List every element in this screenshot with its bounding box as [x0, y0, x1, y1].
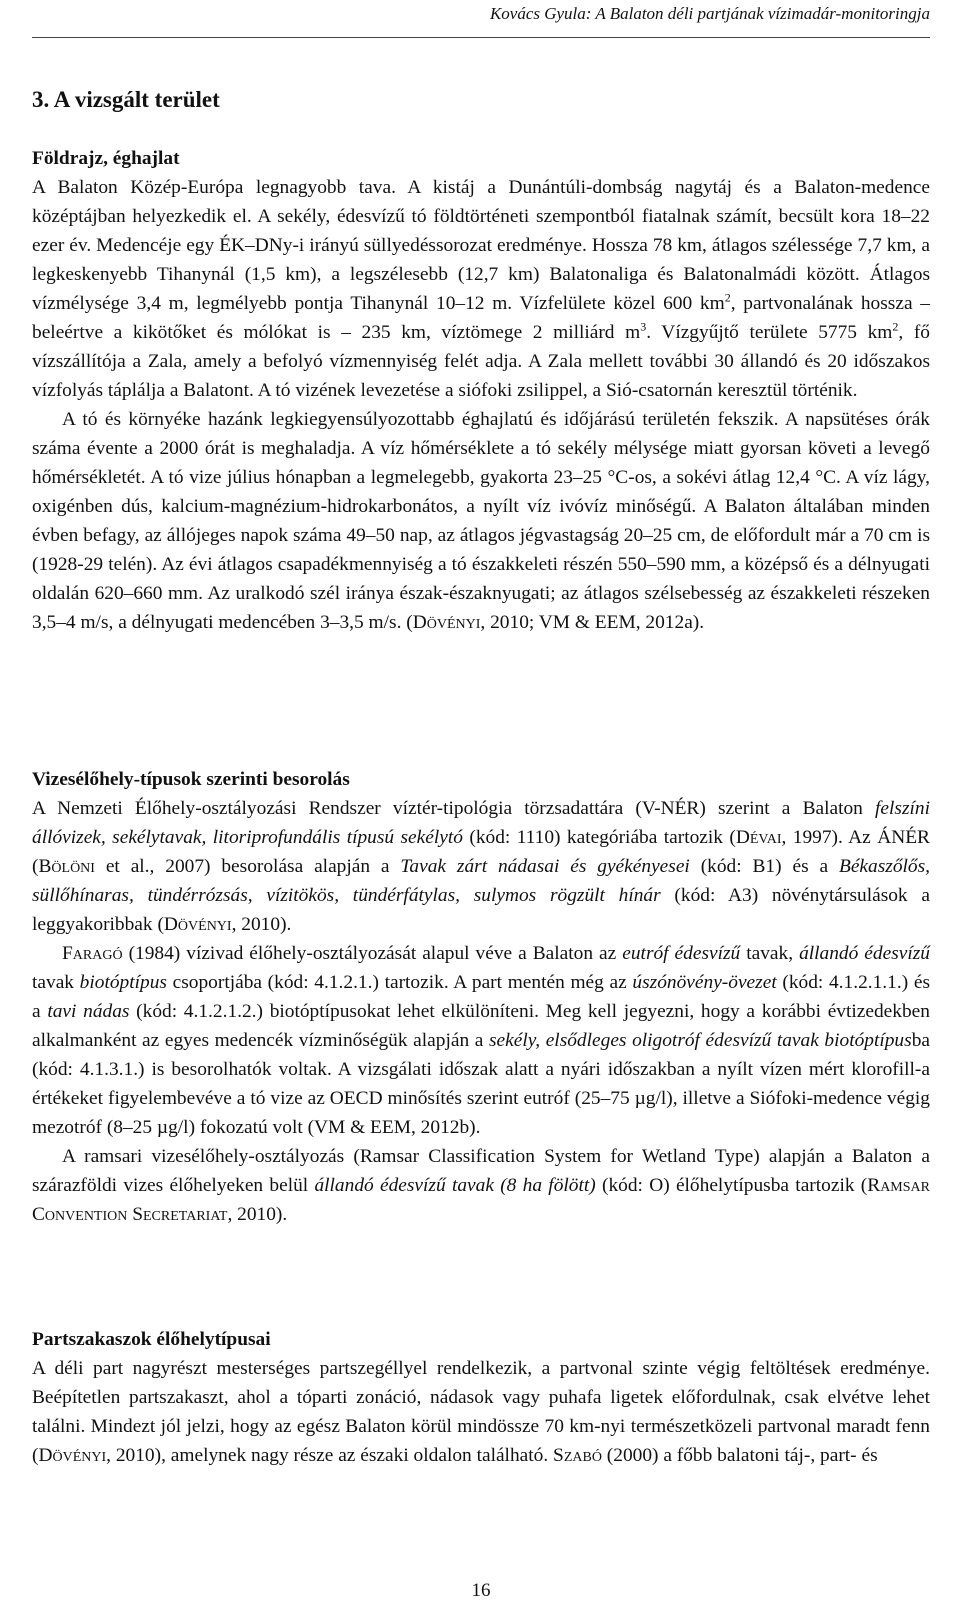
section-wetland-classification	[32, 765, 930, 1229]
paragraph: A déli part nagyrészt mesterséges partszegéllyel rendelkezik, a partvonal szinte végig feltöltések eredménye. Beépítetlen partszakaszt, ahol a tóparti zonáció, nádasok vagy puhafa ligetek előfordulnak, csak elvétve lehet találni. Mindezt jól jelzi, hogy az egész Balaton körül mindössze 70 km-nyi természetközeli partvonal maradt fenn (Dövényi, 2010), amelynek nagy része az északi oldalon található. Szabó (2000) a főbb balatoni táj-, part- és	[32, 1358, 930, 1466]
section-geography-climate	[32, 144, 930, 637]
section-heading: Vizesélőhely-típusok szerinti besorolás	[32, 769, 350, 790]
paragraph: A Balaton Közép-Európa legnagyobb tava. A kistáj a Dunántúli-dombság nagytáj és a Balaton-medence középtájban helyezkedik el. A sekély, édesvízű tó földtörténeti szempontból fiatalnak számít, becsült kora 18–22 ezer év. Medencéje egy ÉK–DNy-i irányú süllyedéssorozat eredménye. Hossza 78 km, átlagos szélessége 7,7 km, a legkeskenyebb Tihanynál (1,5 km), a legszélesebb (12,7 km) Balatonaliga és Balatonalmádi között. Átlagos vízmélysége 3,4 m, legmélyebb pontja Tihanynál 10–12 m. Vízfelülete közel 600 $km^2$, partvonalának hossza – beleértve a kikötőket és mólókat is – 235 km, víztömege 2 milliárd $m^3$. Vízgyűjtő területe 5775 $km^2$, fő vízszállítója a Zala, amely a befolyó vízmennyiség felét adja. A Zala mellett további 30 állandó és 20 időszakos vízfolyás táplálja a Balatont. A tó vizének levezetése a siófoki zsilippel, a Sió-csatornán keresztül történik.	[32, 177, 931, 401]
paragraph: A Nemzeti Élőhely-osztályozási Rendszer víztér-tipológia törzsadattára (V-NÉR) szerint a Balaton felszíni állóvizek, sekélytavak, litoriprofundális típusú sekélytó (kód: 1110) kategóriába tartozik (Dévai, 1997). Az ÁNÉR (Bölöni et al., 2007) besorolása alapján a Tavak zárt nádasai és gyékényesei (kód: B1) és a Békaszőlős, süllőhínaras, tündérrózsás, vízitökös, tündérfátylas, sulymos rögzült hínár (kód: A3) növénytársulások a leggyakoribbak (Dövényi, 2010).	[32, 798, 930, 935]
section-heading: Partszakaszok élőhelytípusai	[32, 1329, 271, 1350]
section-shoreline-habitats	[32, 1325, 930, 1470]
section-heading: Földrajz, éghajlat	[32, 148, 180, 169]
paragraph: Faragó (1984) vízivad élőhely-osztályozását alapul véve a Balaton az eutróf édesvízű tavak, állandó édesvízű tavak biotóptípus csoportjába (kód: 4.1.2.1.) tartozik. A part mentén még az úszónövény-övezet (kód: 4.1.2.1.1.) és a tavi nádas (kód: 4.1.2.1.2.) biotóptípusokat lehet elkülöníteni. Meg kell jegyezni, hogy a korábbi évtizedekben alkalmanként az egyes medencék vízminőségük alapján a sekély, elsődleges oligotróf édesvízű tavak biotóptípusba (kód: 4.1.3.1.) is besorolhatók voltak. A vizsgálati időszak alatt a nyári időszakban a nyílt vízen mért klorofill-a értékeket figyelembevéve a tó vize az OECD minősítés szerint eutróf (25–75 µg/l), illetve a Siófoki-medence végig mezotróf (8–25 µg/l) fokozatú volt (VM & EEM, 2012b).	[32, 943, 930, 1138]
running-header: Kovács Gyula: A Balaton déli partjának vízimadár-monitoringja	[489, 4, 930, 23]
page-number: 16	[471, 1580, 491, 1601]
chapter-title: 3. A vizsgált terület	[32, 87, 220, 112]
document-page	[32, 0, 930, 1613]
paragraph: A ramsari vizesélőhely-osztályozás (Ramsar Classification System for Wetland Type) alapján a Balaton a szárazföldi vizes élőhelyeken belül állandó édesvízű tavak (8 ha fölött) (kód: O) élőhelytípusba tartozik (Ramsar Convention Secretariat, 2010).	[32, 1146, 930, 1225]
header-rule	[32, 37, 930, 38]
paragraph: A tó és környéke hazánk legkiegyensúlyozottabb éghajlatú és időjárású területén fekszik. A napsütéses órák száma évente a 2000 órát is meghaladja. A víz hőmérséklete a tó sekély mélysége miatt gyorsan követi a levegő hőmérsékletét. A tó vize július hónapban a legmelegebb, gyakorta 23–25 °C-os, a sokévi átlag 12,4 °C. A víz lágy, oxigénben dús, kalcium-magnézium-hidrokarbonátos, a nyílt víz ivóvíz minőségű. A Balaton általában minden évben befagy, az állójeges napok száma 49–50 nap, az átlagos jégvastagság 20–25 cm, de előfordult már a 70 cm is (1928-29 telén). Az évi átlagos csapadékmennyiség a tó északkeleti részén 550–590 mm, a középső és a délnyugati oldalán 620–660 mm. Az uralkodó szél iránya észak-északnyugati; az átlagos szélsebesség az északkeleti részeken 3,5–4 m/s, a délnyugati medencében 3–3,5 m/s. (Dövényi, 2010; VM & EEM, 2012a).	[32, 409, 930, 633]
